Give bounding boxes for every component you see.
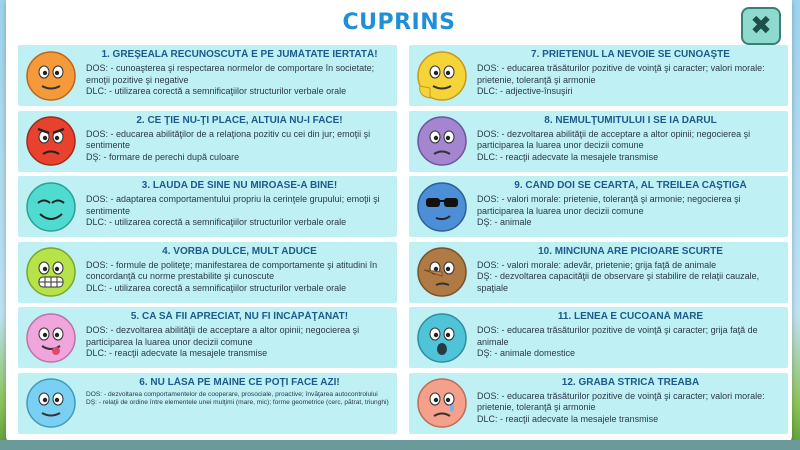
lesson-objective: DLC: - utilizarea corectă a semnificaţiilor structurilor verbale orale [86,86,347,96]
peach-crying-face-icon [409,373,475,434]
lesson-card[interactable] [409,373,788,434]
lesson-objective: DLC: - utilizarea corectă a semnificaţiilor structurilor verbale orale [86,217,347,227]
blue-sunglasses-face-icon [409,176,475,237]
brown-face-icon [409,242,475,303]
lesson-title: 11. LENEA E CUCOANĂ MARE [557,311,704,322]
ground-strip [0,440,800,450]
lesson-objective: DOS: - dezvoltarea abilităţii de acceptare a altor opinii; negocierea şi participarea la luarea unor decizii comune [86,325,360,347]
lesson-card[interactable] [409,307,788,368]
lesson-text [475,111,788,172]
lesson-objective: DOS: - educarea trăsăturilor pozitive de voinţă şi caracter; valori morale: prietenie, toleranţă şi armonie [477,63,765,85]
lime-face-icon [18,242,84,303]
lesson-card[interactable] [18,307,397,368]
lesson-text [84,373,397,434]
lesson-text [84,111,397,172]
lesson-text [84,176,397,237]
lesson-objective: DLC: - reacţii adecvate la mesajele transmise [86,348,268,358]
lesson-objective: DŞ: - animale [477,217,532,227]
lesson-text [475,176,788,237]
lesson-card[interactable] [18,45,397,106]
lesson-title: 1. GREŞEALA RECUNOSCUTĂ E PE JUMĂTATE IERTATĂ! [101,49,378,60]
lesson-objective: DOS: - educarea abilităţilor de a relaţiona pozitiv cu cei din jur; emoţii şi sentimente [86,128,371,150]
lesson-objective: DOS: - adaptarea comportamentului propriu la cerinţele grupului; emoţii şi sentimente [86,194,380,216]
light-blue-face-icon [18,373,84,434]
lesson-card[interactable] [18,373,397,434]
lesson-objective: DLC: - utilizarea corectă a semnificaţiilor structurilor verbale orale [86,282,347,293]
lesson-objective: DŞ: - formare de perechi după culoare [86,151,240,162]
lesson-objective: DOS: - formule de politeţe; manifestarea de comportamente şi atitudini în concordanţă cu norme prestabilite şi cunoscute [86,259,378,281]
lesson-objective: DOS: - valori morale: prietenie, toleranţă şi armonie; negocierea şi participarea la luarea unor decizii comune [477,194,741,216]
lesson-title: 12. GRABA STRICĂ TREABA [561,376,700,388]
lesson-title: 8. NEMULŢUMITULUI I SE IA DARUL [544,114,717,126]
lesson-objective: DLC: - reacţii adecvate la mesajele transmise [477,413,659,424]
lesson-text [475,373,788,434]
lesson-text [475,45,788,106]
page-title: CUPRINS [342,10,456,35]
lesson-objective: DOS: - dezvoltarea comportamentelor de cooperare, prosociale, proactive; învăţarea autocontrolului [86,390,378,398]
lesson-text [84,242,397,303]
blue-yawn-face-icon [409,307,475,368]
lesson-title: 3. LAUDA DE SINE NU MIROASE-A BINE! [141,180,338,191]
lesson-text [84,45,397,106]
purple-face-icon [409,111,475,172]
lesson-title: 5. CA SĂ FII APRECIAT, NU FI ÎNCĂPĂŢÂNAT! [130,311,349,322]
lesson-objective: DLC: - reacţii adecvate la mesajele transmise [477,151,659,162]
lesson-text [84,307,397,368]
lesson-title: 9. CÂND DOI SE CEARTĂ, AL TREILEA CÂŞTIGĂ [514,180,747,191]
lesson-objective: DŞ: - dezvoltarea capacităţii de observare şi stabilire de relaţii cauzale, spaţiale [477,271,760,293]
lesson-objective: DŞ: - relaţii de ordine între elementele unei mulţimi (mare, mic); forme geometrice (cerc, pătrat, triunghi) [86,398,389,406]
lesson-text [475,242,788,303]
pink-face-icon [18,307,84,368]
lesson-objective: DOS: - educarea trăsăturilor pozitive de voinţă şi caracter; grija faţă de animale [477,325,758,347]
lesson-title: 2. CE ŢIE NU-ŢI PLACE, ALTUIA NU-I FACE! [136,114,343,126]
lesson-card[interactable] [409,176,788,237]
lessons-grid [18,45,788,437]
teal-face-icon [18,176,84,237]
lesson-title: 6. NU LĂSA PE MÂINE CE POŢI FACE AZI! [139,376,340,388]
close-button[interactable] [741,7,781,45]
lesson-objective: DOS: - dezvoltarea abilităţii de acceptare a altor opinii; negocierea şi participarea la luarea unor decizii comune [477,128,751,150]
red-face-icon [18,111,84,172]
lesson-title: 10. MINCIUNA ARE PICIOARE SCURTE [538,245,723,257]
lesson-card[interactable] [409,242,788,303]
lesson-card[interactable] [409,111,788,172]
lesson-card[interactable] [18,176,397,237]
lesson-title: 4. VORBA DULCE, MULT ADUCE [162,245,317,257]
lesson-objective: DOS: - valori morale: adevăr, prietenie; grija faţă de animale [477,259,717,270]
lesson-objective: DOS: - cunoaşterea şi respectarea normelor de comportare în societate; emoţii pozitive şi negative [86,63,375,85]
lesson-card[interactable] [18,242,397,303]
close-icon: ✖ [750,11,772,41]
yellow-face-icon [409,45,475,106]
orange-face-icon [18,45,84,106]
lesson-text [475,307,788,368]
lesson-objective: DOS: - educarea trăsăturilor pozitive de voinţă şi caracter; valori morale: prietenie, toleranţă şi armonie [477,390,765,412]
lesson-card[interactable] [409,45,788,106]
lesson-objective: DŞ: - animale domestice [477,348,576,358]
lesson-card[interactable] [18,111,397,172]
lesson-title: 7. PRIETENUL LA NEVOIE SE CUNOAŞTE [531,49,730,60]
lesson-objective: DLC: - adjective-însuşiri [477,86,573,96]
contents-panel [6,0,792,444]
